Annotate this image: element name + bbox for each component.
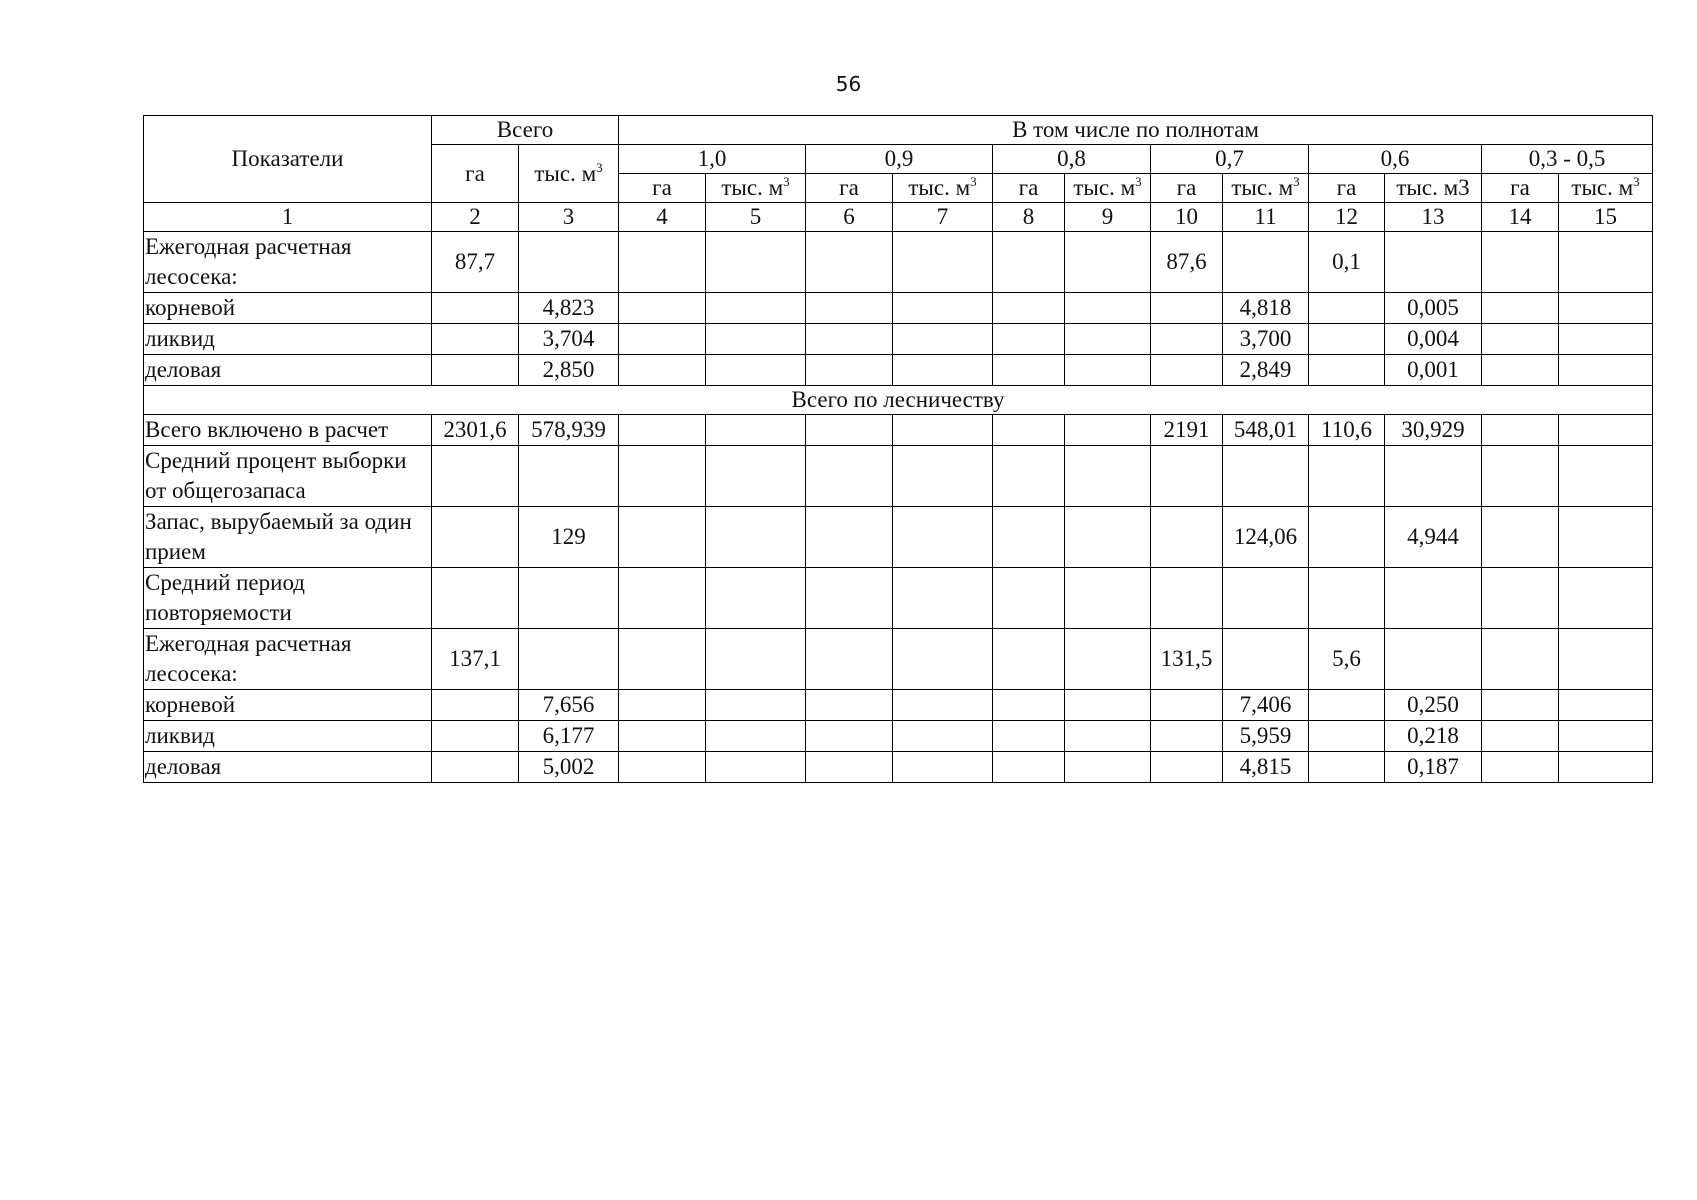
column-number: 1 <box>144 203 432 232</box>
table-cell <box>1309 446 1385 507</box>
table-cell <box>1223 232 1309 293</box>
table-cell <box>893 690 993 721</box>
table-cell <box>1482 446 1559 507</box>
table-cell <box>1559 690 1653 721</box>
row-label: Средний процент выборки от общегозапаса <box>144 446 432 507</box>
table-cell <box>893 721 993 752</box>
column-number: 9 <box>1065 203 1151 232</box>
table-cell <box>619 293 706 324</box>
header-unit-ha: га <box>993 174 1065 203</box>
table-cell <box>432 690 519 721</box>
table-cell: 87,7 <box>432 232 519 293</box>
table-cell <box>432 752 519 783</box>
table-cell: 30,929 <box>1385 415 1482 446</box>
table-cell <box>1559 568 1653 629</box>
header-total-ha: га <box>432 145 519 203</box>
column-number: 11 <box>1223 203 1309 232</box>
table-cell <box>619 355 706 386</box>
table-cell: 5,6 <box>1309 629 1385 690</box>
table-cell <box>1482 568 1559 629</box>
table-cell <box>706 324 806 355</box>
table-cell <box>893 293 993 324</box>
table-cell <box>1309 355 1385 386</box>
table-cell <box>619 568 706 629</box>
table-cell <box>893 752 993 783</box>
table-row <box>144 232 1653 293</box>
table-cell <box>1151 507 1223 568</box>
table-cell: 0,250 <box>1385 690 1482 721</box>
table-cell: 3,700 <box>1223 324 1309 355</box>
table-cell <box>619 629 706 690</box>
column-number-row <box>144 203 1653 232</box>
table-cell: 3,704 <box>519 324 619 355</box>
column-number: 8 <box>993 203 1065 232</box>
table-row <box>144 568 1653 629</box>
row-label: корневой <box>144 690 432 721</box>
column-number: 10 <box>1151 203 1223 232</box>
table-cell <box>1385 568 1482 629</box>
table-cell <box>1065 629 1151 690</box>
table-cell <box>806 721 893 752</box>
table-cell: 5,002 <box>519 752 619 783</box>
header-unit-vol: тыс. $м^3$ <box>1223 174 1309 203</box>
table-cell: 4,818 <box>1223 293 1309 324</box>
header-unit-ha: га <box>619 174 706 203</box>
table-cell: 137,1 <box>432 629 519 690</box>
table-cell: 4,823 <box>519 293 619 324</box>
table-cell <box>706 355 806 386</box>
table-cell <box>1559 415 1653 446</box>
table-cell <box>1065 293 1151 324</box>
table-cell <box>706 415 806 446</box>
table-cell <box>619 690 706 721</box>
table-cell <box>1065 232 1151 293</box>
table-cell <box>1065 568 1151 629</box>
table-cell <box>1482 507 1559 568</box>
table-row <box>144 293 1653 324</box>
table-cell <box>706 721 806 752</box>
table-cell: 7,656 <box>519 690 619 721</box>
table-cell <box>1385 446 1482 507</box>
header-density-0-7: 0,7 <box>1151 145 1309 174</box>
table-cell <box>432 568 519 629</box>
table-cell: 4,815 <box>1223 752 1309 783</box>
table-cell: 2301,6 <box>432 415 519 446</box>
section-title: Всего по лесничеству <box>144 386 1653 415</box>
table-cell <box>1482 721 1559 752</box>
row-label: ликвид <box>144 721 432 752</box>
table-cell <box>993 568 1065 629</box>
column-number: 5 <box>706 203 806 232</box>
table-row <box>144 752 1653 783</box>
table-cell <box>893 568 993 629</box>
table-cell <box>706 232 806 293</box>
table-cell <box>1309 690 1385 721</box>
table-cell: 87,6 <box>1151 232 1223 293</box>
header-density-0-6: 0,6 <box>1309 145 1482 174</box>
header-total-vol: тыс. $м^3$ <box>519 145 619 203</box>
row-label: Всего включено в расчет <box>144 415 432 446</box>
table-cell <box>1559 324 1653 355</box>
table-cell <box>706 446 806 507</box>
table-cell <box>893 232 993 293</box>
table-cell <box>1309 721 1385 752</box>
table-cell: 2191 <box>1151 415 1223 446</box>
table-cell <box>619 721 706 752</box>
row-label: Ежегодная расчетная лесосека: <box>144 629 432 690</box>
table-cell: 0,005 <box>1385 293 1482 324</box>
table-row <box>144 721 1653 752</box>
table-cell <box>1559 355 1653 386</box>
table-cell <box>519 446 619 507</box>
row-label: деловая <box>144 752 432 783</box>
table-cell <box>993 293 1065 324</box>
table-cell <box>706 568 806 629</box>
table-cell <box>432 324 519 355</box>
table-cell <box>432 446 519 507</box>
table-cell <box>806 629 893 690</box>
table-cell <box>993 324 1065 355</box>
table-cell <box>1309 324 1385 355</box>
table-cell: 0,001 <box>1385 355 1482 386</box>
header-density-0-8: 0,8 <box>993 145 1151 174</box>
table-row <box>144 415 1653 446</box>
table-cell <box>432 355 519 386</box>
table-cell: 0,004 <box>1385 324 1482 355</box>
table-cell <box>619 415 706 446</box>
table-row <box>144 507 1653 568</box>
table-cell <box>993 355 1065 386</box>
header-unit-vol: тыс. $м^3$ <box>1065 174 1151 203</box>
column-number: 7 <box>893 203 993 232</box>
table-cell <box>1482 415 1559 446</box>
table-cell <box>993 232 1065 293</box>
section-row <box>144 386 1653 415</box>
row-label: Средний период повторяемости <box>144 568 432 629</box>
table-cell: 2,849 <box>1223 355 1309 386</box>
header-unit-ha: га <box>1151 174 1223 203</box>
table-cell <box>1151 568 1223 629</box>
table-cell: 7,406 <box>1223 690 1309 721</box>
header-unit-vol: тыс. $м^3$ <box>1559 174 1653 203</box>
header-unit-vol: тыс. $м^3$ <box>706 174 806 203</box>
table-cell <box>1151 752 1223 783</box>
table-cell <box>1151 446 1223 507</box>
table-cell <box>1065 721 1151 752</box>
table-cell <box>619 752 706 783</box>
table-cell <box>706 629 806 690</box>
table-cell: 0,1 <box>1309 232 1385 293</box>
table-cell <box>1559 232 1653 293</box>
table-cell <box>1223 446 1309 507</box>
table-cell <box>519 629 619 690</box>
table-cell <box>806 690 893 721</box>
header-unit-vol-m3: тыс. м3 <box>1385 174 1482 203</box>
table-cell: 6,177 <box>519 721 619 752</box>
table-cell <box>1065 507 1151 568</box>
table-cell <box>706 752 806 783</box>
header-density-0-3-0-5: 0,3 - 0,5 <box>1482 145 1653 174</box>
table-cell <box>806 415 893 446</box>
table-cell <box>1065 355 1151 386</box>
table-cell <box>1151 690 1223 721</box>
table-cell <box>993 507 1065 568</box>
table-cell <box>993 721 1065 752</box>
table-cell <box>1151 324 1223 355</box>
table-cell <box>519 568 619 629</box>
table-cell <box>1151 721 1223 752</box>
table-cell <box>1065 446 1151 507</box>
table-cell <box>619 232 706 293</box>
row-label: Ежегодная расчетная лесосека: <box>144 232 432 293</box>
table-cell <box>806 446 893 507</box>
table-cell <box>1482 324 1559 355</box>
table-cell <box>1309 568 1385 629</box>
table-cell <box>806 752 893 783</box>
table-cell <box>1559 629 1653 690</box>
table-cell: 5,959 <box>1223 721 1309 752</box>
table-cell: 110,6 <box>1309 415 1385 446</box>
table-cell <box>1559 752 1653 783</box>
table-cell <box>1385 232 1482 293</box>
table-cell <box>993 446 1065 507</box>
table-cell <box>893 324 993 355</box>
table-row <box>144 355 1653 386</box>
header-row-1 <box>144 116 1653 145</box>
header-unit-ha: га <box>1309 174 1385 203</box>
table-cell <box>893 629 993 690</box>
table-cell <box>993 690 1065 721</box>
header-indicators: Показатели <box>144 116 432 203</box>
table-cell <box>806 568 893 629</box>
table-row <box>144 446 1653 507</box>
table-cell <box>1385 629 1482 690</box>
header-unit-vol: тыс. $м^3$ <box>893 174 993 203</box>
table-cell <box>1559 507 1653 568</box>
table-cell <box>806 232 893 293</box>
table-cell <box>1309 752 1385 783</box>
column-number: 2 <box>432 203 519 232</box>
table-cell <box>619 446 706 507</box>
table-cell <box>806 293 893 324</box>
table-cell <box>519 232 619 293</box>
column-number: 4 <box>619 203 706 232</box>
table-cell <box>1223 568 1309 629</box>
table-cell <box>993 752 1065 783</box>
table-cell <box>432 721 519 752</box>
table-cell <box>1482 629 1559 690</box>
table-cell <box>893 415 993 446</box>
header-unit-ha: га <box>806 174 893 203</box>
table-cell <box>1482 752 1559 783</box>
table-cell <box>1065 752 1151 783</box>
column-number: 6 <box>806 203 893 232</box>
table-cell <box>806 507 893 568</box>
table-cell <box>432 293 519 324</box>
header-density-0-9: 0,9 <box>806 145 993 174</box>
table-cell <box>1309 507 1385 568</box>
table-cell <box>1151 355 1223 386</box>
table-cell: 0,187 <box>1385 752 1482 783</box>
column-number: 12 <box>1309 203 1385 232</box>
table-cell <box>806 355 893 386</box>
column-number: 3 <box>519 203 619 232</box>
row-label: корневой <box>144 293 432 324</box>
table-cell: 129 <box>519 507 619 568</box>
header-by-density: В том числе по полнотам <box>619 116 1653 145</box>
row-label: Запас, вырубаемый за один прием <box>144 507 432 568</box>
table-cell <box>893 507 993 568</box>
table-cell <box>893 355 993 386</box>
header-total: Всего <box>432 116 619 145</box>
table-cell <box>1482 293 1559 324</box>
row-label: деловая <box>144 355 432 386</box>
table-cell <box>993 629 1065 690</box>
table-row <box>144 629 1653 690</box>
table-cell: 131,5 <box>1151 629 1223 690</box>
table-cell <box>706 690 806 721</box>
table-cell <box>706 293 806 324</box>
column-number: 13 <box>1385 203 1482 232</box>
table-cell <box>1065 324 1151 355</box>
table-cell <box>993 415 1065 446</box>
table-cell <box>1482 232 1559 293</box>
table-cell <box>806 324 893 355</box>
table-cell <box>1482 690 1559 721</box>
table-cell <box>1309 293 1385 324</box>
table-cell <box>619 324 706 355</box>
table-row <box>144 690 1653 721</box>
table-cell <box>619 507 706 568</box>
table-cell: 2,850 <box>519 355 619 386</box>
table-cell: 578,939 <box>519 415 619 446</box>
table-cell <box>1559 293 1653 324</box>
table-cell <box>1065 415 1151 446</box>
table-cell <box>1559 721 1653 752</box>
table-cell <box>1065 690 1151 721</box>
table-cell <box>893 446 993 507</box>
forest-harvest-table <box>143 115 1653 783</box>
table-cell <box>432 507 519 568</box>
table-cell <box>1559 446 1653 507</box>
table-cell <box>1151 293 1223 324</box>
header-density-1-0: 1,0 <box>619 145 806 174</box>
row-label: ликвид <box>144 324 432 355</box>
table-cell: 0,218 <box>1385 721 1482 752</box>
table-row <box>144 324 1653 355</box>
table-cell <box>706 507 806 568</box>
header-unit-ha: га <box>1482 174 1559 203</box>
column-number: 14 <box>1482 203 1559 232</box>
page-number: 56 <box>835 72 862 96</box>
table-cell <box>1482 355 1559 386</box>
table-cell: 124,06 <box>1223 507 1309 568</box>
column-number: 15 <box>1559 203 1653 232</box>
table-cell <box>1223 629 1309 690</box>
table-cell: 548,01 <box>1223 415 1309 446</box>
table-cell: 4,944 <box>1385 507 1482 568</box>
